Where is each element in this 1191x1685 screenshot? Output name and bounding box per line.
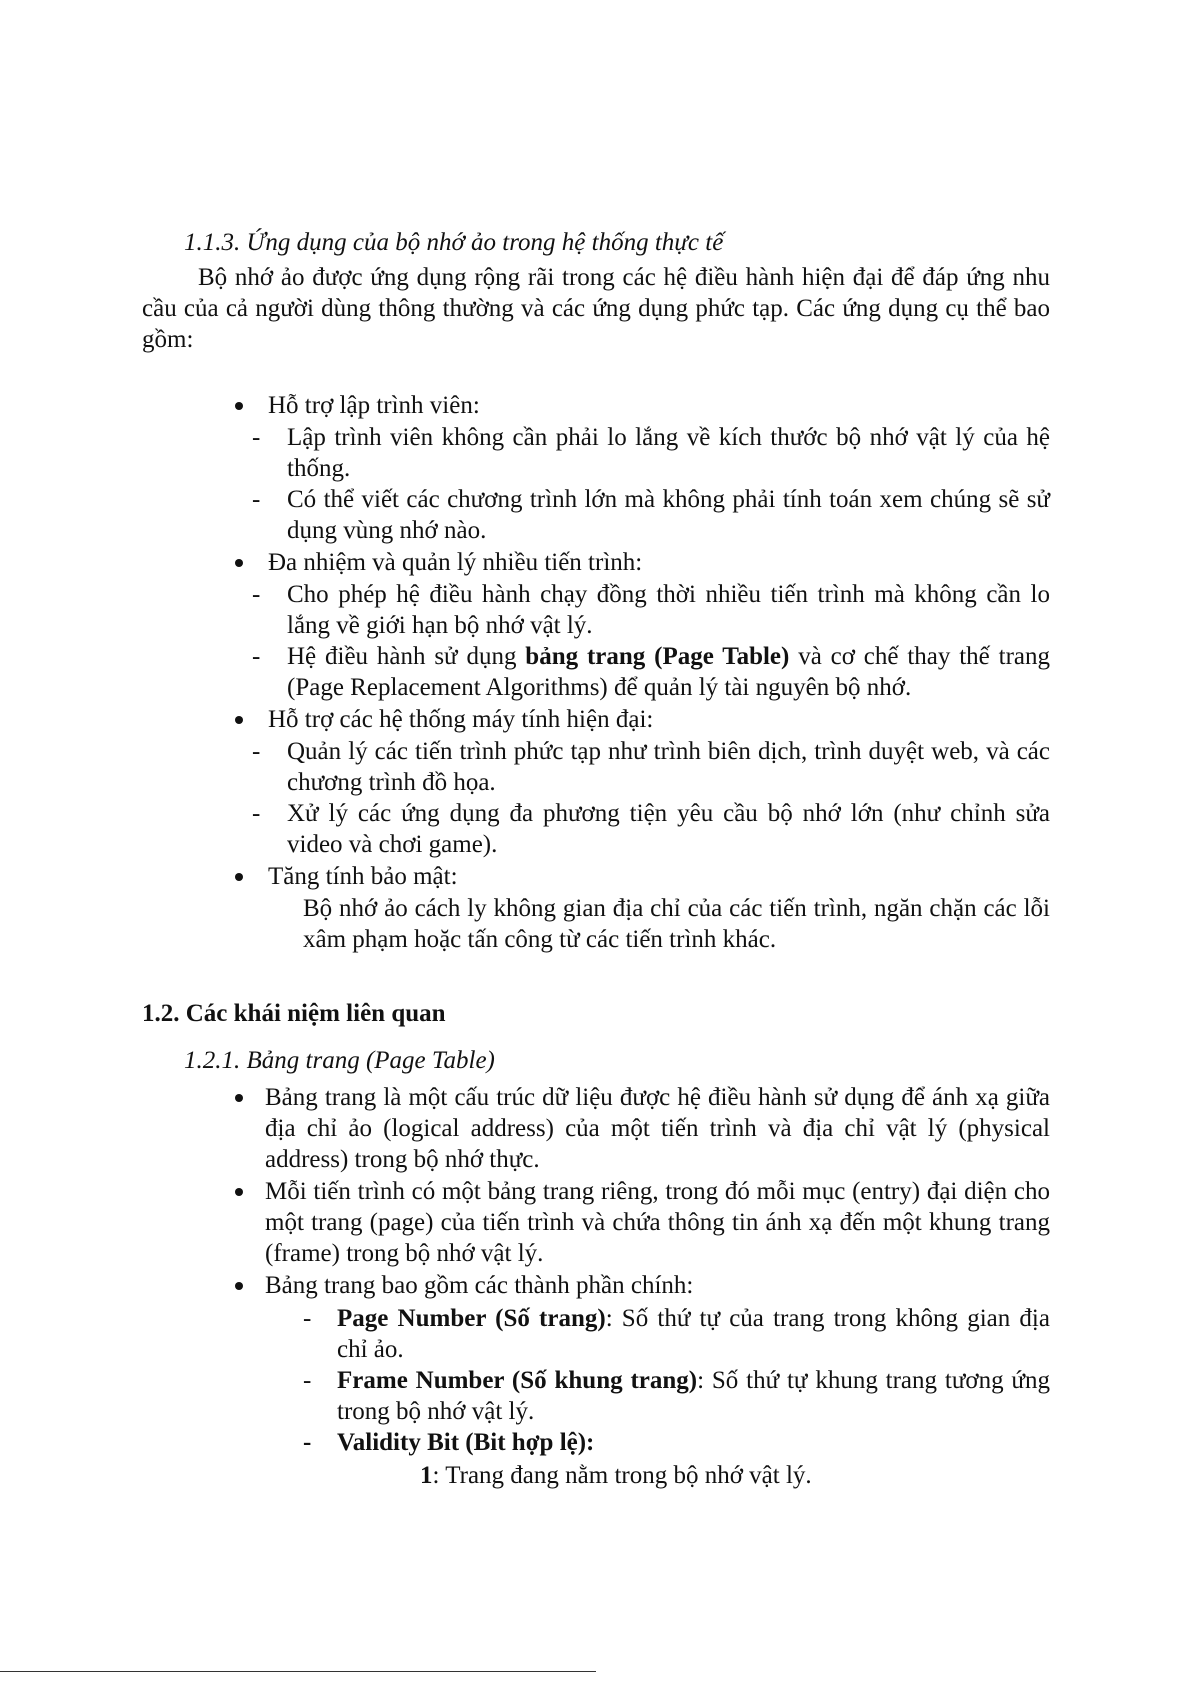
component-term: Validity Bit (Bit hợp lệ):	[337, 1429, 595, 1456]
bullet-paragraph: Bảng trang bao gồm các thành phần chính:	[265, 1272, 694, 1299]
dash-mark: -	[252, 643, 261, 670]
dash-mark: -	[252, 581, 261, 608]
text-segment: Hệ điều hành sử dụng	[287, 643, 526, 670]
list-item: Cho phép hệ điều hành chạy đồng thời nhiều tiến trình mà không cần lo lắng về giới hạn bộ nhớ vật lý.	[287, 581, 1050, 639]
text-segment: và cơ chế thay thế trang (Page Replacement Algorithms) để quản lý tài nguyên bộ nhớ.	[287, 643, 1050, 701]
bullet-title: Đa nhiệm và quản lý nhiều tiến trình:	[268, 549, 643, 576]
bullet-paragraph: Mỗi tiến trình có một bảng trang riêng, trong đó mỗi mục (entry) đại diện cho một trang (page) của tiến trình và chứa thông tin ánh xạ đến một khung trang (frame) trong bộ nhớ vật lý.	[265, 1178, 1050, 1267]
list-item-page-table	[287, 641, 1050, 703]
dash-mark: -	[252, 424, 261, 451]
bullet-dot	[235, 1282, 243, 1290]
dash-mark: -	[252, 486, 261, 513]
dash-mark: -	[252, 738, 261, 765]
section-heading-1-2-1: 1.2.1. Bảng trang (Page Table)	[184, 1047, 495, 1074]
bullet-dot	[235, 716, 243, 724]
bold-term: bảng trang (Page Table)	[525, 643, 790, 670]
validity-desc: : Trang đang nằm trong bộ nhớ vật lý.	[432, 1462, 812, 1489]
list-item: Lập trình viên không cần phải lo lắng về kích thước bộ nhớ vật lý của hệ thống.	[287, 424, 1050, 482]
bullet-title: Hỗ trợ lập trình viên:	[268, 392, 480, 419]
section-heading-1-1-3: 1.1.3. Ứng dụng của bộ nhớ ảo trong hệ thống thực tế	[184, 229, 724, 256]
list-item: Xử lý các ứng dụng đa phương tiện yêu cầu bộ nhớ lớn (như chỉnh sửa video và chơi game).	[287, 800, 1050, 858]
section-heading-1-2: 1.2. Các khái niệm liên quan	[142, 1000, 446, 1027]
list-item: Quản lý các tiến trình phức tạp như trình biên dịch, trình duyệt web, và các chương trình đồ họa.	[287, 738, 1050, 796]
validity-value-line	[420, 1460, 812, 1491]
component-term: Frame Number (Số khung trang)	[337, 1367, 698, 1394]
bullet-dot	[235, 873, 243, 881]
dash-mark: -	[303, 1429, 312, 1456]
bullet-title: Hỗ trợ các hệ thống máy tính hiện đại:	[268, 706, 654, 733]
component-desc: : Số thứ tự khung trang tương ứng trong bộ nhớ vật lý.	[337, 1367, 1050, 1425]
dash-mark: -	[303, 1305, 312, 1332]
bullet-dot	[235, 402, 243, 410]
component-frame-number	[337, 1365, 1050, 1427]
component-page-number	[337, 1303, 1050, 1365]
dash-mark: -	[303, 1367, 312, 1394]
bullet-title: Tăng tính bảo mật:	[268, 863, 458, 890]
dash-mark: -	[252, 800, 261, 827]
bullet-dot	[235, 1188, 243, 1196]
footer-rule	[0, 1671, 596, 1672]
component-term: Page Number (Số trang)	[337, 1305, 606, 1332]
list-item: Có thể viết các chương trình lớn mà không phải tính toán xem chúng sẽ sử dụng vùng nhớ nào.	[287, 486, 1050, 544]
bullet-dot	[235, 559, 243, 567]
validity-value: 1	[420, 1462, 433, 1489]
component-validity-bit	[337, 1427, 594, 1458]
bullet-paragraph: Bảng trang là một cấu trúc dữ liệu được hệ điều hành sử dụng để ánh xạ giữa địa chỉ ảo (logical address) của một tiến trình và địa chỉ vật lý (physical address) trong bộ nhớ thực.	[265, 1084, 1050, 1173]
component-desc: : Số thứ tự của trang trong không gian địa chỉ ảo.	[337, 1305, 1050, 1363]
bullet-dot	[235, 1094, 243, 1102]
bullet-body: Bộ nhớ ảo cách ly không gian địa chỉ của các tiến trình, ngăn chặn các lỗi xâm phạm hoặc tấn công từ các tiến trình khác.	[303, 895, 1050, 953]
intro-paragraph: Bộ nhớ ảo được ứng dụng rộng rãi trong các hệ điều hành hiện đại để đáp ứng nhu cầu của cả người dùng thông thường và các ứng dụng phức tạp. Các ứng dụng cụ thể bao gồm:	[142, 264, 1050, 353]
